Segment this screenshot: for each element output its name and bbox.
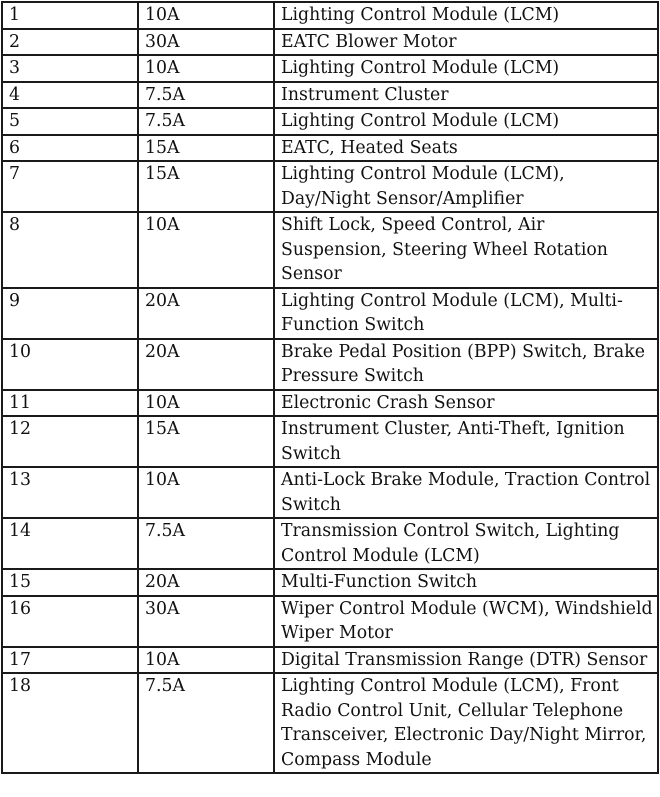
fuse-rating-cell: 20A: [138, 569, 274, 596]
fuse-circuit-cell: Multi-Function Switch: [274, 569, 658, 596]
fuse-number-cell: 16: [2, 596, 138, 647]
fuse-circuit-cell: Wiper Control Module (WCM), Windshield Wiper Motor: [274, 596, 658, 647]
fuse-circuit-cell: Transmission Control Switch, Lighting Control Module (LCM): [274, 518, 658, 569]
fuse-rating-cell: 10A: [138, 390, 274, 417]
fuse-number-cell: 4: [2, 82, 138, 109]
fuse-circuit-cell: Instrument Cluster, Anti-Theft, Ignition Switch: [274, 416, 658, 467]
fuse-rating-cell: 30A: [138, 29, 274, 56]
fuse-rating-cell: 20A: [138, 339, 274, 390]
fuse-number-cell: 15: [2, 569, 138, 596]
fuse-number-cell: 12: [2, 416, 138, 467]
fuse-number-cell: 13: [2, 467, 138, 518]
table-row: [2, 390, 658, 417]
table-row: [2, 596, 658, 647]
fuse-number-cell: 9: [2, 288, 138, 339]
fuse-table: [1, 1, 659, 774]
table-row: [2, 673, 658, 773]
fuse-circuit-cell: EATC Blower Motor: [274, 29, 658, 56]
fuse-number-cell: 11: [2, 390, 138, 417]
table-row: [2, 647, 658, 674]
fuse-rating-cell: 7.5A: [138, 108, 274, 135]
fuse-circuit-cell: Shift Lock, Speed Control, Air Suspension, Steering Wheel Rotation Sensor: [274, 212, 658, 288]
fuse-rating-cell: 30A: [138, 596, 274, 647]
fuse-number-cell: 1: [2, 2, 138, 29]
fuse-rating-cell: 10A: [138, 2, 274, 29]
fuse-rating-cell: 20A: [138, 288, 274, 339]
fuse-number-cell: 14: [2, 518, 138, 569]
fuse-rating-cell: 15A: [138, 161, 274, 212]
fuse-rating-cell: 7.5A: [138, 673, 274, 773]
fuse-number-cell: 8: [2, 212, 138, 288]
fuse-rating-cell: 10A: [138, 467, 274, 518]
fuse-circuit-cell: Anti-Lock Brake Module, Traction Control Switch: [274, 467, 658, 518]
fuse-rating-cell: 7.5A: [138, 518, 274, 569]
table-row: [2, 55, 658, 82]
fuse-circuit-cell: Electronic Crash Sensor: [274, 390, 658, 417]
fuse-rating-cell: 7.5A: [138, 82, 274, 109]
fuse-number-cell: 17: [2, 647, 138, 674]
table-row: [2, 161, 658, 212]
fuse-number-cell: 3: [2, 55, 138, 82]
table-row: [2, 569, 658, 596]
fuse-circuit-cell: Digital Transmission Range (DTR) Sensor: [274, 647, 658, 674]
table-row: [2, 467, 658, 518]
fuse-circuit-cell: Brake Pedal Position (BPP) Switch, Brake Pressure Switch: [274, 339, 658, 390]
table-row: [2, 135, 658, 162]
fuse-number-cell: 7: [2, 161, 138, 212]
fuse-number-cell: 5: [2, 108, 138, 135]
fuse-number-cell: 6: [2, 135, 138, 162]
fuse-rating-cell: 10A: [138, 212, 274, 288]
fuse-table-body: [2, 2, 658, 773]
table-row: [2, 29, 658, 56]
fuse-rating-cell: 15A: [138, 135, 274, 162]
fuse-circuit-cell: EATC, Heated Seats: [274, 135, 658, 162]
fuse-circuit-cell: Lighting Control Module (LCM): [274, 2, 658, 29]
fuse-rating-cell: 10A: [138, 55, 274, 82]
fuse-number-cell: 10: [2, 339, 138, 390]
table-row: [2, 518, 658, 569]
fuse-number-cell: 18: [2, 673, 138, 773]
fuse-circuit-cell: Instrument Cluster: [274, 82, 658, 109]
fuse-number-cell: 2: [2, 29, 138, 56]
fuse-circuit-cell: Lighting Control Module (LCM): [274, 55, 658, 82]
fuse-rating-cell: 15A: [138, 416, 274, 467]
table-row: [2, 212, 658, 288]
fuse-circuit-cell: Lighting Control Module (LCM), Front Radio Control Unit, Cellular Telephone Transceiver, Electronic Day/Night Mirror, Compass Module: [274, 673, 658, 773]
table-row: [2, 108, 658, 135]
table-row: [2, 416, 658, 467]
table-row: [2, 82, 658, 109]
fuse-rating-cell: 10A: [138, 647, 274, 674]
table-row: [2, 339, 658, 390]
table-row: [2, 2, 658, 29]
fuse-circuit-cell: Lighting Control Module (LCM), Day/Night Sensor/Amplifier: [274, 161, 658, 212]
fuse-circuit-cell: Lighting Control Module (LCM), Multi-Function Switch: [274, 288, 658, 339]
fuse-circuit-cell: Lighting Control Module (LCM): [274, 108, 658, 135]
table-row: [2, 288, 658, 339]
